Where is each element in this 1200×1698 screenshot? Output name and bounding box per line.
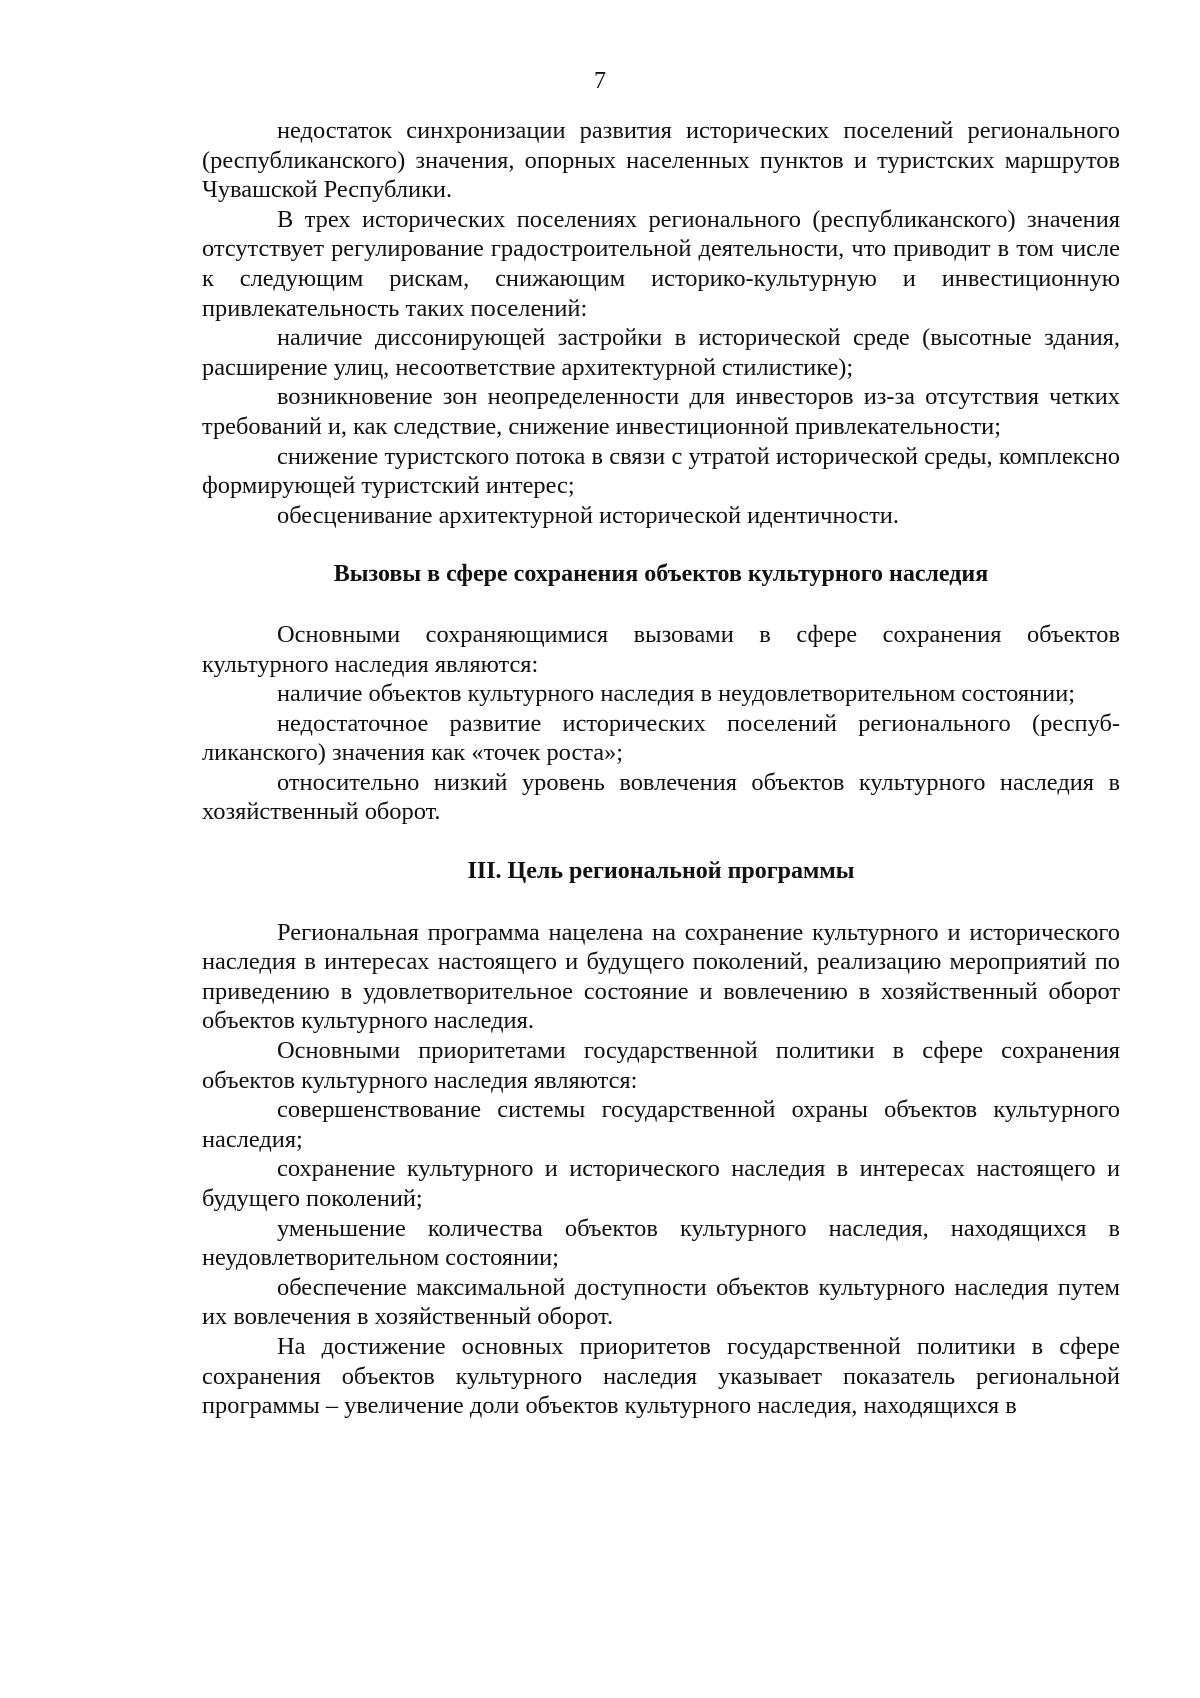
- paragraph: Основными приоритетами государственной политики в сфере сохранения объектов культурного наследия являются:: [202, 1037, 1120, 1094]
- paragraph: На достижение основных приоритетов государственной политики в сфере сохранения объектов культурного наследия указывает показатель региональной программы – увеличение доли объектов культурного наследия, находящихся в: [202, 1332, 1120, 1420]
- list-item: возникновение зон неопределенности для инвесторов из-за отсутствия четких требований и, как следствие, снижение инвестиционной привлекательности;: [202, 383, 1120, 440]
- paragraph: В трех исторических поселениях регионального (республиканского) значения отсутствует регулирование градостроительной деятельности, что приводит в том числе к следующим рискам, снижающим историко-культурную и инвестиционную привлекательность таких поселений:: [202, 205, 1120, 322]
- list-item: наличие объектов культурного наследия в неудовлетворительном состоянии;: [277, 680, 1076, 708]
- paragraph: недостаток синхронизации развития исторических поселений регионального (республиканского) значения, опорных населенных пунктов и туристских маршрутов Чувашской Республики.: [202, 117, 1120, 204]
- paragraph: Региональная программа нацелена на сохранение культурного и исторического наследия в интересах настоящего и будущего поколений, реализацию мероприятий по приведению в удовлетворительное состояние и вовлечению в хозяйственный оборот объектов культурного наследия.: [202, 918, 1120, 1035]
- document-body: [202, 116, 1120, 1421]
- list-item: совершенствование системы государственной охраны объектов культурного наследия;: [202, 1096, 1120, 1153]
- list-item: сохранение культурного и исторического наследия в интересах настоящего и будущего поколений;: [202, 1155, 1120, 1212]
- list-item: относительно низкий уровень вовлечения объектов культурного наследия в хозяйственный оборот.: [202, 768, 1120, 826]
- section-heading-challenges: Вызовы в сфере сохранения объектов культурного наследия: [333, 561, 989, 588]
- list-item: наличие диссонирующей застройки в исторической среде (высотные здания, расширение улиц, несоответствие архитектурной стилистике);: [202, 324, 1120, 381]
- paragraph: Основными сохраняющимися вызовами в сфере сохранения объектов культурного наследия являются:: [202, 620, 1120, 678]
- list-item: обеспечение максимальной доступности объектов культурного наследия путем их вовлечения в хозяйственный оборот.: [202, 1273, 1120, 1331]
- page-number: 7: [594, 68, 606, 94]
- list-item: снижение туристского потока в связи с утратой исторической среды, комплексно формирующей туристский интерес;: [202, 442, 1120, 500]
- list-item: недостаточное развитие исторических поселений регионального (республиканского) значения как «точек роста»;: [202, 709, 1120, 767]
- list-item: обесценивание архитектурной исторической идентичности.: [277, 501, 899, 529]
- section-heading-program-goal: III. Цель региональной программы: [467, 858, 855, 885]
- list-item: уменьшение количества объектов культурного наследия, находящихся в неудовлетворительном состоянии;: [202, 1214, 1120, 1272]
